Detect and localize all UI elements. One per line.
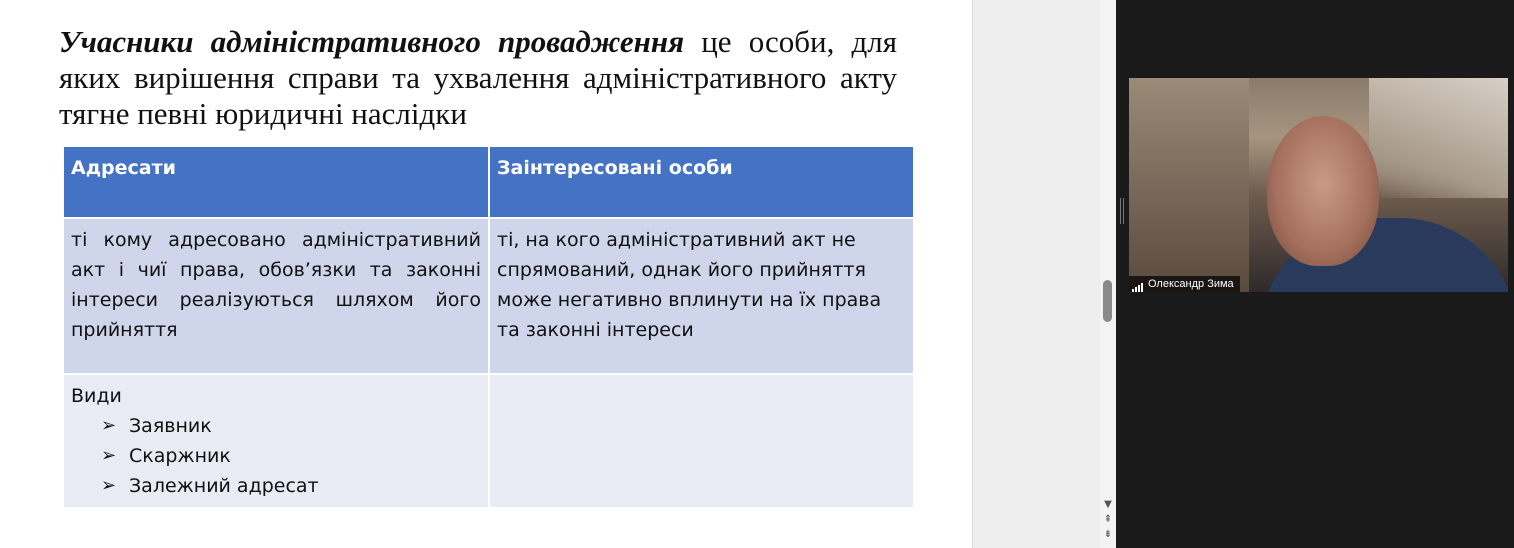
scrollbar-thumb[interactable] — [1103, 280, 1112, 322]
participant-name-tag — [1129, 276, 1240, 292]
list-item: ➢ Заявник — [101, 411, 481, 441]
slide-title-rest: це особи, для яких вирішення справи та ухвалення адміністративного акту тягне певні юридичні наслідки — [59, 24, 897, 131]
slide-title-emphasis: Учасники адміністративного провадження — [59, 24, 685, 59]
arrow-bullet-icon: ➢ — [101, 445, 117, 466]
interested-persons-definition: ті, на кого адміністративний акт не спрямований, однак його прийняття може негативно вплинути на їх права та законні інтереси — [489, 218, 914, 374]
types-list — [71, 411, 481, 501]
slide-margin — [972, 0, 1100, 548]
list-item: ➢ Залежний адресат — [101, 471, 481, 501]
header-interested-persons: Заінтересовані особи — [489, 146, 914, 218]
addressees-definition: ті кому адресовано адміністративний акт і чиї права, обов’язки та законні інтереси реалізуються шляхом його прийняття — [63, 218, 489, 374]
list-item: ➢ Скаржник — [101, 441, 481, 471]
participants-table — [62, 145, 915, 509]
arrow-bullet-icon: ➢ — [101, 475, 117, 496]
participant-video-tile[interactable] — [1129, 78, 1508, 292]
types-cell — [63, 374, 489, 508]
arrow-bullet-icon: ➢ — [101, 415, 117, 436]
scroll-down-icon[interactable]: ▼ — [1104, 499, 1112, 510]
next-page-icon[interactable]: ⇟ — [1103, 529, 1113, 540]
types-title: Види — [71, 385, 122, 407]
panel-resize-handle[interactable] — [1120, 198, 1124, 224]
participant-name: Олександр Зима — [1148, 278, 1234, 290]
slide-title — [59, 24, 897, 132]
vertical-scrollbar[interactable] — [1100, 0, 1116, 548]
empty-cell — [489, 374, 914, 508]
participant-video-feed — [1267, 116, 1379, 266]
table-row — [63, 218, 914, 374]
previous-page-icon[interactable]: ⇞ — [1103, 514, 1113, 525]
signal-bars-icon — [1132, 277, 1144, 292]
header-addressees: Адресати — [63, 146, 489, 218]
table-row — [63, 374, 914, 508]
table-header-row — [63, 146, 914, 218]
